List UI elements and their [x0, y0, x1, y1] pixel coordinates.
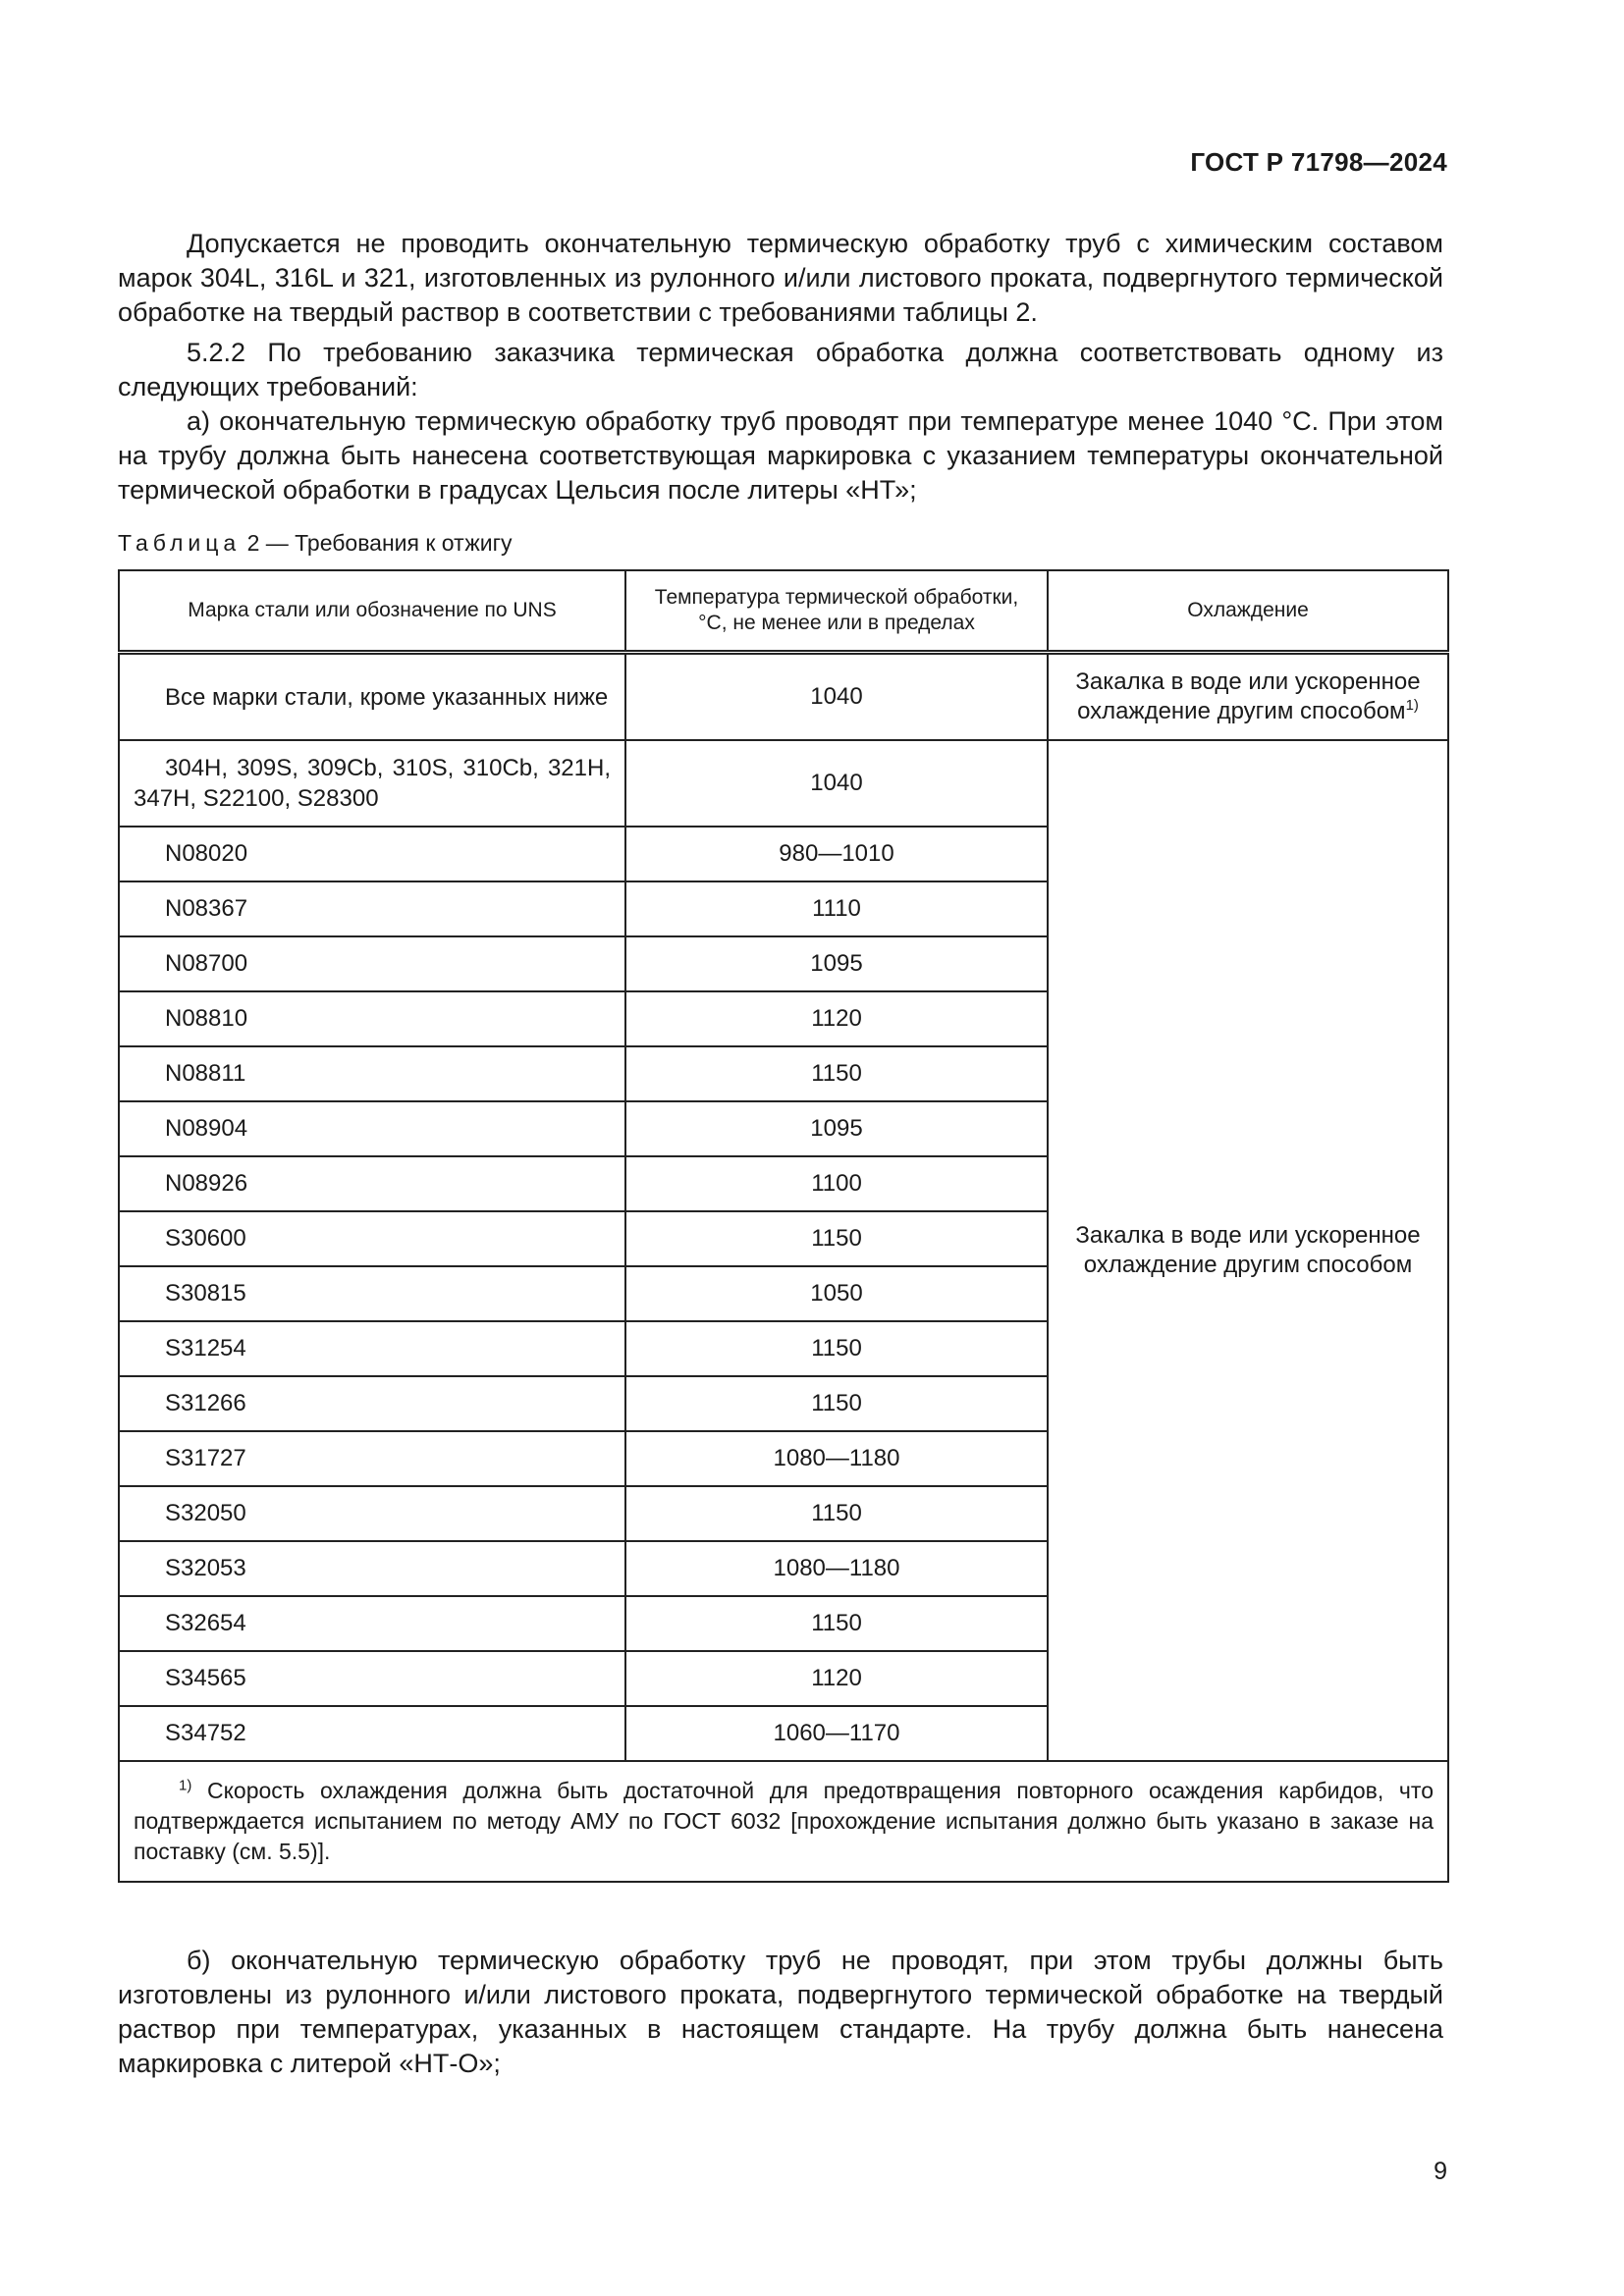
cooling-text: Закалка в воде или ускоренное охлаждение другим способом: [1075, 668, 1421, 724]
temp-cell: 1040: [625, 740, 1048, 827]
outro-paragraph: [118, 1944, 1443, 2081]
footnote-ref: 1): [1405, 697, 1419, 714]
table-caption: [118, 530, 513, 557]
intro-paragraph-1: [118, 227, 1443, 330]
temp-cell: 1095: [625, 1101, 1048, 1156]
caption-title: 2 — Требования к отжигу: [241, 530, 513, 556]
table-row: [119, 653, 1448, 741]
header-grade: Марка стали или обозначение по UNS: [119, 570, 625, 653]
grade-cell: S30600: [119, 1211, 625, 1266]
document-code: ГОСТ Р 71798—2024: [1190, 147, 1447, 177]
grade-cell: N08020: [119, 827, 625, 881]
grade-cell: N08811: [119, 1046, 625, 1101]
grade-cell: S30815: [119, 1266, 625, 1321]
temp-cell: 1150: [625, 1046, 1048, 1101]
grade-cell: S32654: [119, 1596, 625, 1651]
temp-cell: 1050: [625, 1266, 1048, 1321]
grade-cell: S32050: [119, 1486, 625, 1541]
temp-cell: 1120: [625, 991, 1048, 1046]
grade-cell: S34565: [119, 1651, 625, 1706]
table-header-row: [119, 570, 1448, 653]
item-b: б) окончательную термическую обработку труб не проводят, при этом трубы должны быть изготовлены из рулонного и/или листового проката, подвергнутого термической обработке на твердый раствор при температурах, указанных в настоящем стандарте. На трубу должна быть нанесена маркировка с литерой «НТ-О»;: [118, 1946, 1443, 2078]
temp-cell: 1080—1180: [625, 1541, 1048, 1596]
cooling-cell: [1048, 653, 1448, 741]
table-footnote: [119, 1761, 1448, 1882]
caption-word: Таблица: [118, 530, 242, 556]
temp-cell: 1095: [625, 936, 1048, 991]
temp-cell: 1150: [625, 1211, 1048, 1266]
temp-cell: 1150: [625, 1321, 1048, 1376]
grade-cell: S31266: [119, 1376, 625, 1431]
header-temperature: Температура термической обработки, °С, не менее или в пределах: [625, 570, 1048, 653]
temp-cell: 1080—1180: [625, 1431, 1048, 1486]
temp-cell: 980—1010: [625, 827, 1048, 881]
footnote-mark: 1): [179, 1777, 192, 1794]
table-footnote-row: [119, 1761, 1448, 1882]
temp-cell: 1150: [625, 1376, 1048, 1431]
grade-cell: S32053: [119, 1541, 625, 1596]
annealing-table: [118, 569, 1447, 1883]
temp-cell: 1060—1170: [625, 1706, 1048, 1761]
item-a: а) окончательную термическую обработку труб проводят при температуре менее 1040 °С. При этом на трубу должна быть нанесена соответствующая маркировка с указанием температуры окончательной термической обработки в градусах Цельсия после литеры «НТ»;: [118, 406, 1443, 505]
grade-cell: S31727: [119, 1431, 625, 1486]
grade-cell: S34752: [119, 1706, 625, 1761]
grade-cell: 304H, 309S, 309Cb, 310S, 310Cb, 321H, 347H, S22100, S28300: [119, 740, 625, 827]
merged-cooling-cell: Закалка в воде или ускоренное охлаждение другим способом: [1048, 740, 1448, 1761]
clause-5-2-2: 5.2.2 По требованию заказчика термическая обработка должна соответствовать одному из следующих требований:: [118, 338, 1443, 401]
grade-cell: Все марки стали, кроме указанных ниже: [119, 653, 625, 741]
temp-cell: 1150: [625, 1486, 1048, 1541]
table-row: [119, 740, 1448, 827]
temp-cell: 1100: [625, 1156, 1048, 1211]
grade-cell: N08904: [119, 1101, 625, 1156]
grade-cell: S31254: [119, 1321, 625, 1376]
grade-cell: N08810: [119, 991, 625, 1046]
header-cooling: Охлаждение: [1048, 570, 1448, 653]
footnote-text: Скорость охлаждения должна быть достаточной для предотвращения повторного осаждения карбидов, что подтверждается испытанием по методу АМУ по ГОСТ 6032 [прохождение испытания должно быть указано в заказе на поставку (см. 5.5)].: [134, 1778, 1434, 1864]
page-number: 9: [1434, 2158, 1447, 2185]
grade-cell: N08700: [119, 936, 625, 991]
temp-cell: 1110: [625, 881, 1048, 936]
intro-paragraphs: [118, 336, 1443, 507]
paragraph-text: Допускается не проводить окончательную термическую обработку труб с химическим составом марок 304L, 316L и 321, изготовленных из рулонного и/или листового проката, подвергнутого термической обработке на твердый раствор в соответствии с требованиями таблицы 2.: [118, 229, 1443, 327]
grade-cell: N08367: [119, 881, 625, 936]
grade-cell: N08926: [119, 1156, 625, 1211]
temp-cell: 1150: [625, 1596, 1048, 1651]
temp-cell: 1120: [625, 1651, 1048, 1706]
temp-cell: 1040: [625, 653, 1048, 741]
